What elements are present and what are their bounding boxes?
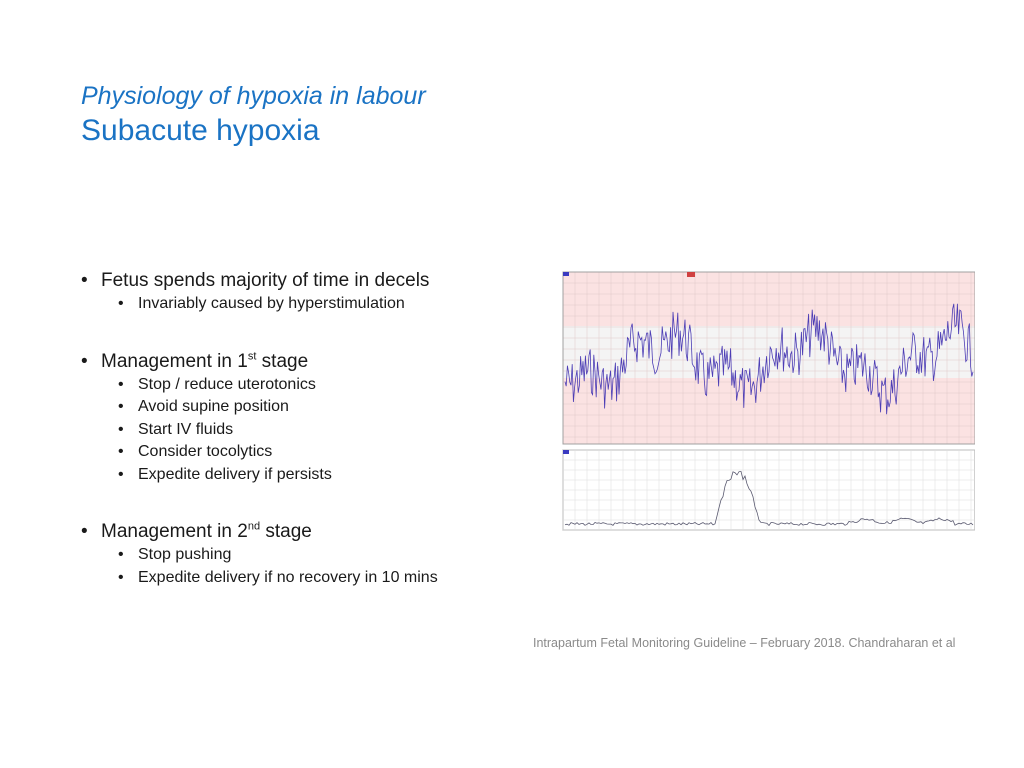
bullet-management-2nd-stage — [81, 520, 551, 544]
slide-subtitle: Subacute hypoxia — [81, 114, 320, 147]
ctg-trace-image — [555, 266, 975, 534]
marker-icon — [563, 272, 569, 276]
fhr-panel — [563, 272, 975, 444]
sub-bullet: • Consider tocolytics — [81, 441, 551, 464]
sub-bullet: • Invariably caused by hyperstimulation — [81, 293, 551, 316]
sub-bullet: • Stop pushing — [81, 544, 551, 567]
sub-bullet: • Stop / reduce uterotonics — [81, 374, 551, 397]
bullet-management-1st-stage — [81, 350, 551, 374]
superscript: st — [247, 350, 257, 363]
sub-bullet: • Start IV fluids — [81, 419, 551, 442]
sub-bullet: • Avoid supine position — [81, 396, 551, 419]
bullet-text: Management in 1 — [101, 350, 248, 372]
sub-bullet: • Expedite delivery if no recovery in 10 mins — [81, 567, 551, 590]
bullet-text: stage — [260, 521, 312, 542]
slide-title: Physiology of hypoxia in labour — [81, 82, 426, 110]
bullet-text: stage — [256, 350, 309, 372]
bullet-text: Management in 2 — [101, 521, 248, 542]
bullet-list — [81, 269, 551, 589]
marker-icon — [563, 450, 569, 454]
sub-bullet: • Expedite delivery if persists — [81, 464, 551, 487]
citation-footnote: Intrapartum Fetal Monitoring Guideline – February 2018. Chandraharan et al — [533, 636, 956, 650]
toco-panel — [563, 450, 975, 530]
superscript: nd — [247, 520, 261, 533]
marker-icon — [687, 272, 695, 277]
bullet-fetus-decels: • Fetus spends majority of time in decels — [81, 269, 551, 293]
